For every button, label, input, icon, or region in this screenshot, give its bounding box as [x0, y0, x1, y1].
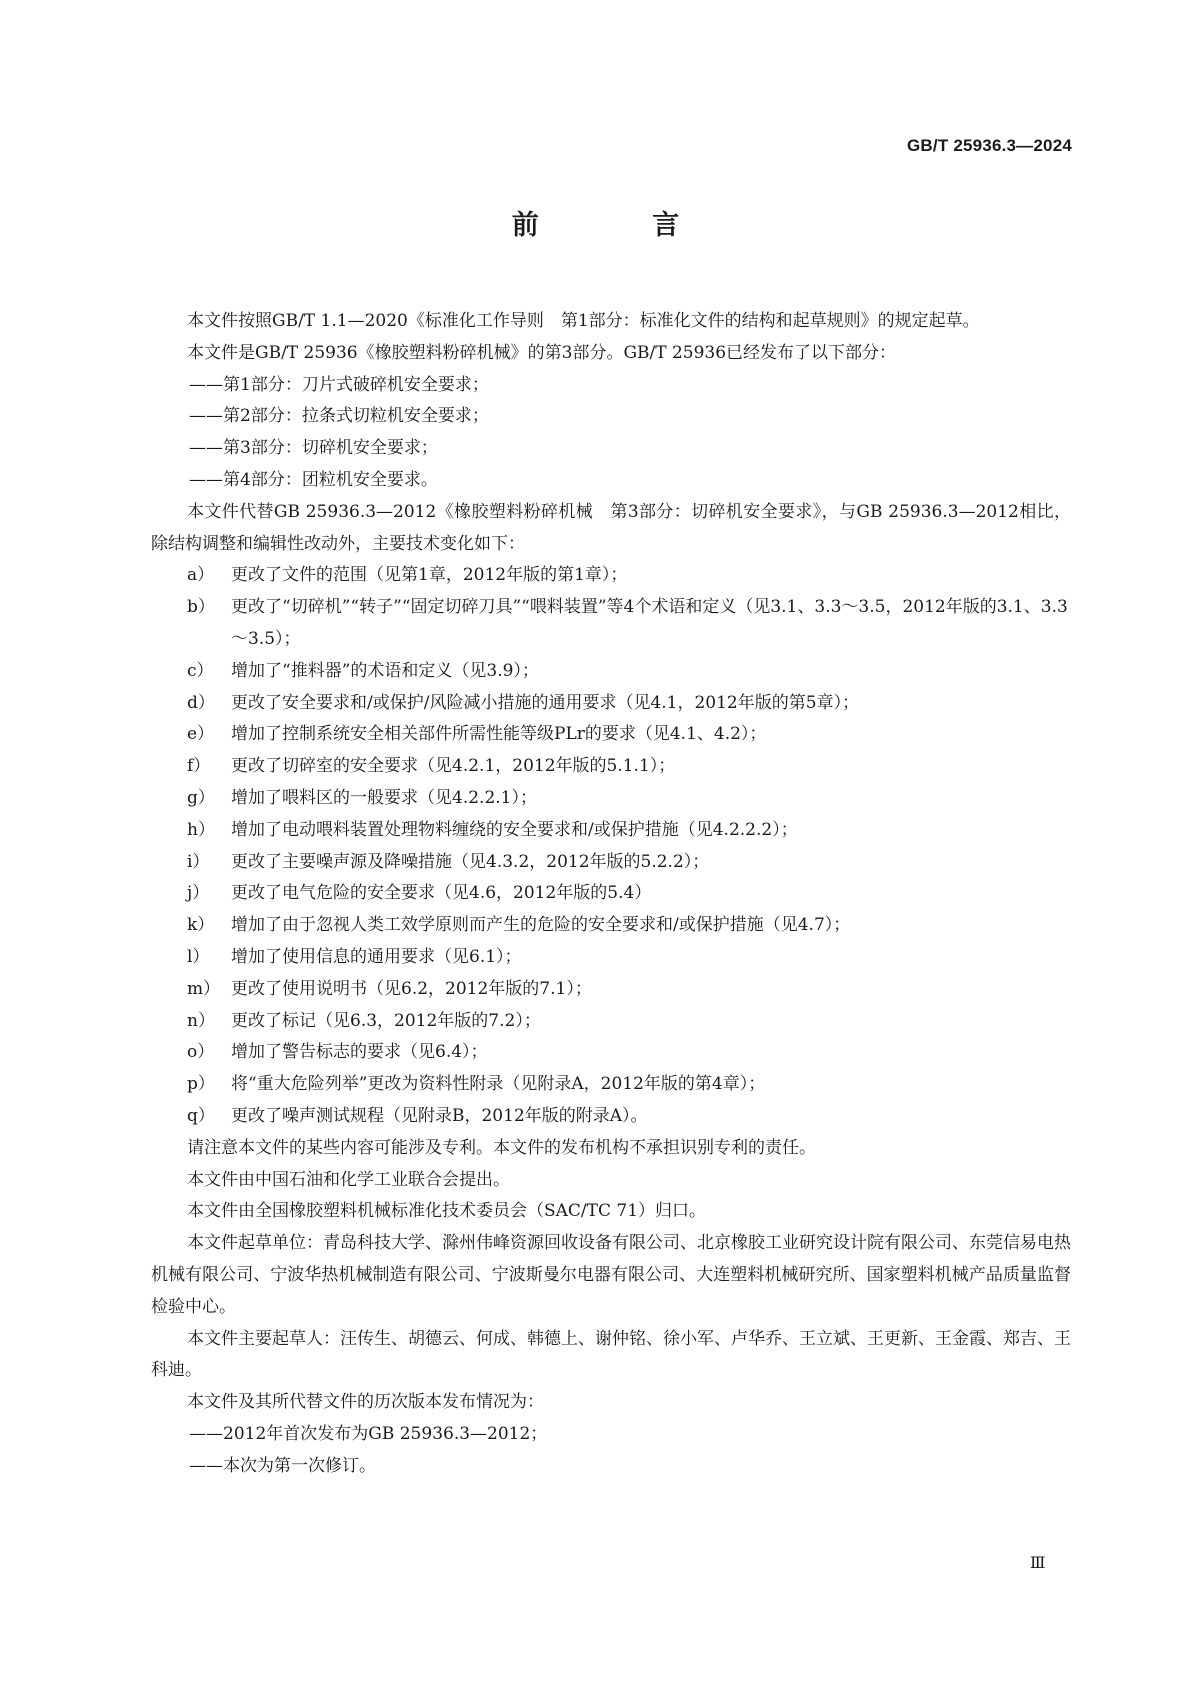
change-text: 更改了切碎室的安全要求（见4.2.1，2012年版的5.1.1）； — [231, 756, 676, 777]
change-item — [151, 1006, 1071, 1038]
change-label: g） — [187, 787, 215, 808]
part-list-item: ——第4部分：团粒机安全要求。 — [189, 469, 438, 490]
change-item — [151, 878, 1071, 910]
change-item — [151, 560, 1071, 592]
change-item — [151, 942, 1071, 974]
change-text: 增加了喂料区的一般要求（见4.2.2.1）； — [231, 787, 537, 808]
change-text: 更改了标记（见6.3，2012年版的7.2）； — [231, 1010, 541, 1031]
change-item — [151, 847, 1071, 879]
paragraph-drafting-basis: 本文件按照GB/T 1.1—2020《标准化工作导则 第1部分：标准化文件的结构和起草规则》的规定起草。 — [187, 311, 980, 331]
change-item — [151, 751, 1071, 783]
change-label: a） — [187, 565, 215, 586]
change-text: 更改了文件的范围（见第1章，2012年版的第1章）； — [231, 565, 628, 586]
change-item — [151, 1037, 1071, 1069]
change-label: o） — [187, 1042, 215, 1063]
change-label: l） — [187, 946, 210, 967]
change-label: f） — [187, 756, 211, 777]
change-item — [151, 688, 1071, 720]
change-item — [151, 910, 1071, 942]
change-label: m） — [187, 978, 221, 999]
part-list-item: ——第2部分：拉条式切粒机安全要求； — [189, 406, 489, 427]
change-item — [151, 1101, 1071, 1133]
change-label: e） — [187, 724, 215, 745]
change-label: k） — [187, 915, 215, 936]
change-text: 更改了电气危险的安全要求（见4.6，2012年版的5.4） — [231, 883, 652, 904]
paragraph-history-intro: 本文件及其所代替文件的历次版本发布情况为： — [187, 1392, 544, 1413]
change-item — [151, 592, 1071, 656]
change-label: b） — [187, 597, 215, 618]
change-text: 增加了警告标志的要求（见6.4）； — [231, 1042, 488, 1063]
paragraph-drafting-units: 本文件起草单位：青岛科技大学、滁州伟峰资源回收设备有限公司、北京橡胶工业研究设计院有限公司、东莞信易电热机械有限公司、宁波华热机械制造有限公司、宁波斯曼尔电器有限公司、大连塑料机械研究所、国家塑料机械产品质量监督检验中心。 — [151, 1233, 1071, 1317]
change-label: h） — [187, 819, 215, 840]
change-label: j） — [187, 883, 210, 904]
change-label: i） — [187, 851, 210, 872]
change-text: 将“重大危险列举”更改为资料性附录（见附录A，2012年版的第4章）； — [231, 1074, 766, 1095]
part-list-item: ——第3部分：切碎机安全要求； — [189, 438, 438, 459]
change-text: 更改了使用说明书（见6.2，2012年版的7.1）； — [231, 978, 592, 999]
change-item — [151, 783, 1071, 815]
paragraph-series-info: 本文件是GB/T 25936《橡胶塑料粉碎机械》的第3部分。GB/T 25936已经发布了以下部分： — [187, 342, 897, 363]
change-label: p） — [187, 1074, 215, 1095]
change-text: 更改了噪声测试规程（见附录B，2012年版的附录A）。 — [231, 1105, 648, 1126]
paragraph-replacement: 本文件代替GB 25936.3—2012《橡胶塑料粉碎机械 第3部分：切碎机安全要求》，与GB 25936.3—2012相比，除结构调整和编辑性改动外，主要技术变化如下： — [151, 501, 1071, 554]
change-text: 增加了控制系统安全相关部件所需性能等级PLr的要求（见4.1、4.2）； — [231, 724, 767, 745]
change-item — [151, 656, 1071, 688]
paragraph-proposer: 本文件由中国石油和化学工业联合会提出。 — [187, 1169, 510, 1190]
change-label: n） — [187, 1010, 215, 1031]
change-text: 增加了电动喂料装置处理物料缠绕的安全要求和/或保护措施（见4.2.2.2）； — [231, 819, 798, 840]
change-text: 增加了“推料器”的术语和定义（见3.9）； — [231, 660, 539, 681]
standard-number: GB/T 25936.3—2024 — [907, 136, 1072, 155]
history-item: ——本次为第一次修订。 — [189, 1455, 376, 1476]
change-item — [151, 974, 1071, 1006]
paragraph-technical-committee: 本文件由全国橡胶塑料机械标准化技术委员会（SAC/TC 71）归口。 — [187, 1201, 707, 1222]
change-item — [151, 719, 1071, 751]
paragraph-drafters: 本文件主要起草人：汪传生、胡德云、何成、韩德上、谢仲铭、徐小军、卢华乔、王立斌、王更新、王金霞、郑吉、王科迪。 — [151, 1328, 1071, 1381]
foreword-body — [151, 306, 1071, 1482]
change-label: d） — [187, 692, 215, 713]
change-text: 更改了安全要求和/或保护/风险减小措施的通用要求（见4.1，2012年版的第5章）； — [231, 692, 860, 713]
history-item: ——2012年首次发布为GB 25936.3—2012； — [189, 1423, 548, 1444]
change-text: 更改了主要噪声源及降噪措施（见4.3.2，2012年版的5.2.2）； — [231, 851, 710, 872]
change-label: c） — [187, 660, 214, 681]
change-text: 增加了由于忽视人类工效学原则而产生的危险的安全要求和/或保护措施（见4.7）； — [231, 915, 851, 936]
change-text: 更改了“切碎机”“转子”“固定切碎刀具”“喂料装置”等4个术语和定义（见3.1、3.3～3.5，2012年版的3.1、3.3～3.5）； — [231, 597, 1068, 649]
page-title: 前 言 — [511, 210, 732, 241]
change-item — [151, 1069, 1071, 1101]
part-list-item: ——第1部分：刀片式破碎机安全要求； — [189, 374, 489, 395]
paragraph-patent-notice: 请注意本文件的某些内容可能涉及专利。本文件的发布机构不承担识别专利的责任。 — [187, 1137, 816, 1158]
page-number: Ⅲ — [1030, 1553, 1046, 1572]
change-label: q） — [187, 1105, 215, 1126]
change-item — [151, 815, 1071, 847]
change-text: 增加了使用信息的通用要求（见6.1）； — [231, 946, 522, 967]
